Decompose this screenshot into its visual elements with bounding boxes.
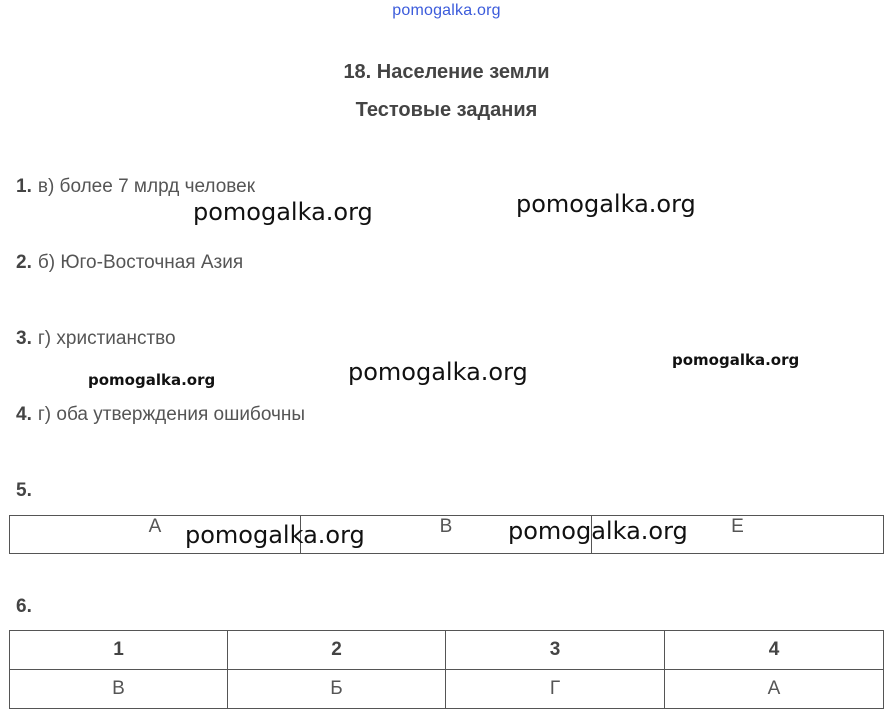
- watermark: pomogalka.org: [516, 190, 696, 218]
- table-header-cell: 1: [10, 631, 228, 670]
- answer-3: [16, 328, 176, 350]
- answer-1: [16, 176, 255, 198]
- table-cell: В: [301, 516, 592, 554]
- table-cell: А: [665, 670, 884, 709]
- answer-text: в) более 7 млрд человек: [37, 176, 256, 197]
- answer-number: 3.: [16, 328, 32, 349]
- table-cell: А: [10, 516, 301, 554]
- watermark: pomogalka.org: [672, 351, 800, 369]
- answer-number: 4.: [16, 404, 32, 425]
- answer-number: 5.: [16, 480, 32, 501]
- chapter-title: 18. Население земли: [343, 61, 550, 83]
- answer-number: 6.: [16, 596, 32, 617]
- table-cell: Б: [228, 670, 446, 709]
- watermark: pomogalka.org: [185, 521, 365, 549]
- answer-2: [16, 252, 243, 274]
- answer-text: г) христианство: [37, 328, 176, 349]
- table-row: [10, 670, 884, 709]
- watermark: pomogalka.org: [348, 358, 528, 386]
- table-header-cell: 3: [446, 631, 665, 670]
- watermark: pomogalka.org: [193, 198, 373, 226]
- answer-6-table: [9, 630, 884, 709]
- answer-number: 1.: [16, 176, 32, 197]
- answer-4: [16, 404, 305, 426]
- table-cell: В: [10, 670, 228, 709]
- answer-text: г) оба утверждения ошибочны: [37, 404, 306, 425]
- table-cell: Г: [446, 670, 665, 709]
- answer-6: [16, 596, 32, 618]
- answer-number: 2.: [16, 252, 32, 273]
- answer-text: б) Юго-Восточная Азия: [37, 252, 244, 273]
- table-header-cell: 2: [228, 631, 446, 670]
- table-row: [10, 516, 884, 554]
- watermark: pomogalka.org: [88, 371, 216, 389]
- answer-5-table: [9, 515, 884, 554]
- table-header-cell: 4: [665, 631, 884, 670]
- section-subtitle: Тестовые задания: [355, 99, 538, 121]
- table-header-row: [10, 631, 884, 670]
- site-link[interactable]: pomogalka.org: [392, 2, 501, 19]
- watermark: pomogalka.org: [508, 517, 688, 545]
- answer-5: [16, 480, 32, 502]
- table-cell: Е: [592, 516, 884, 554]
